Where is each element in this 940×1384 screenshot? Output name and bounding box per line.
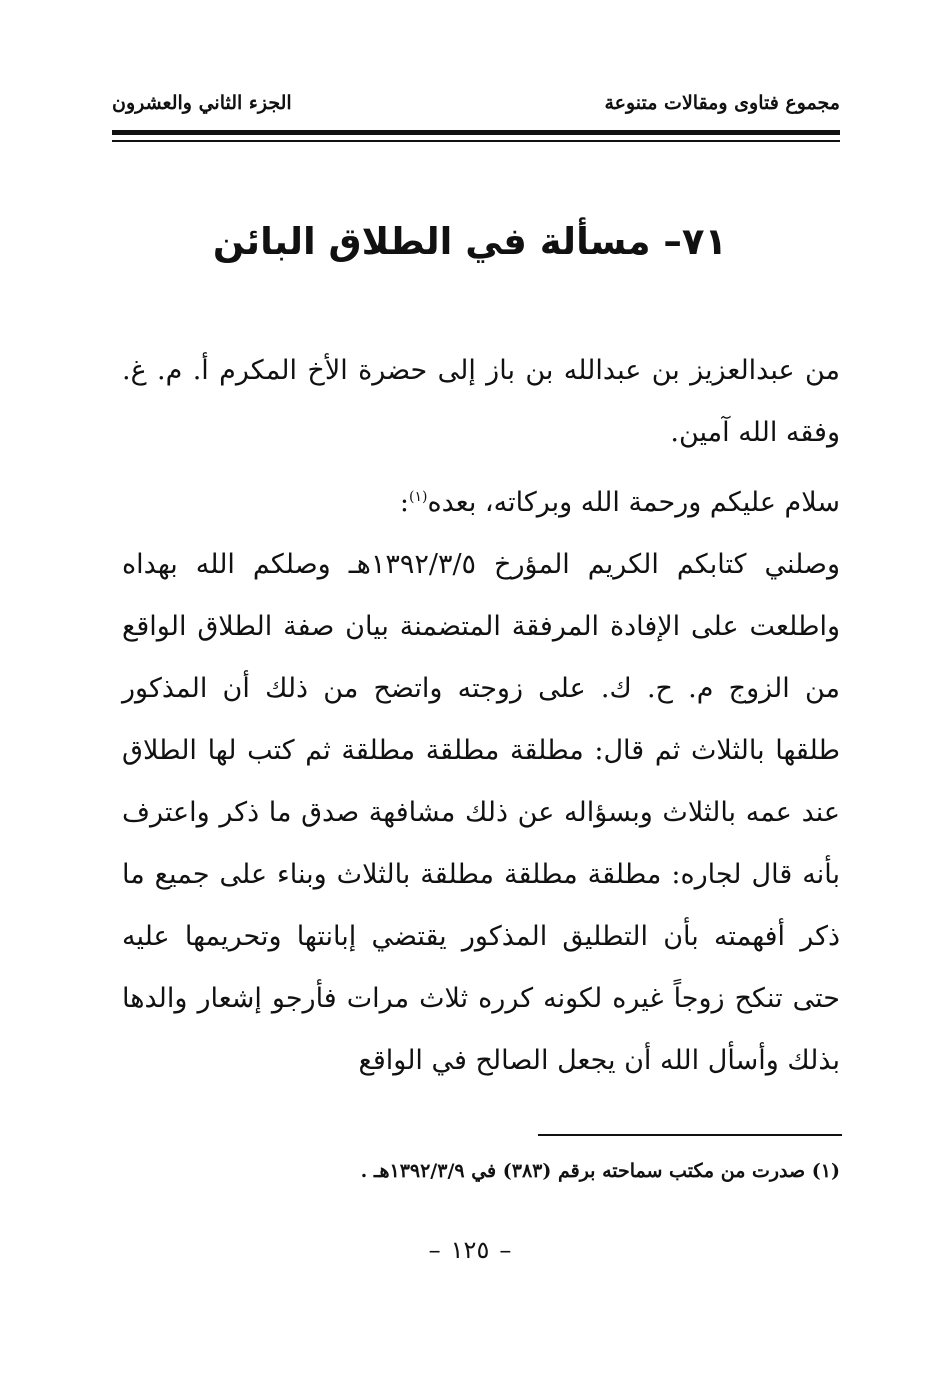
- page-number-value: ١٢٥: [450, 1236, 490, 1264]
- footnote-text: صدرت من مكتب سماحته برقم (٣٨٣) في ١٣٩٢/٣/٩هـ .: [360, 1160, 806, 1182]
- book-title-header: مجموع فتاوى ومقالات متنوعة: [604, 92, 840, 114]
- greeting-colon: :: [399, 487, 409, 518]
- salutation-paragraph: من عبدالعزيز بن عبدالله بن باز إلى حضرة الأخ المكرم أ. م. غ. وفقه الله آمين.: [122, 355, 840, 448]
- page-number-dash-right: –: [499, 1236, 512, 1264]
- header-rule-thin: [112, 140, 840, 142]
- header-rule-thick: [112, 130, 840, 135]
- footnote-reference: (١): [409, 489, 428, 505]
- body-text: [122, 340, 840, 1092]
- footnote-separator: [538, 1134, 842, 1136]
- page-number: [380, 1236, 560, 1264]
- volume-header: الجزء الثاني والعشرون: [112, 92, 292, 114]
- greeting-text: سلام عليكم ورحمة الله وبركاته، بعده: [427, 487, 840, 518]
- footnote-marker: (١): [811, 1160, 840, 1182]
- chapter-title: ٧١– مسألة في الطلاق البائن: [212, 220, 728, 263]
- running-header: [112, 92, 840, 124]
- page-number-dash-left: –: [428, 1236, 441, 1264]
- main-paragraph: وصلني كتابكم الكريم المؤرخ ١٣٩٢/٣/٥هـ وصلكم الله بهداه واطلعت على الإفادة المرفقة المتضمنة بيان صفة الطلاق الواقع من الزوج م. ح. ك. على زوجته واتضح من ذلك أن المذكور طلقها بالثلاث ثم قال: مطلقة مطلقة مطلقة ثم كتب لها الطلاق عند عمه بالثلاث وبسؤاله عن ذلك مشافهة صدق ما ذكر واعترف بأنه قال لجاره: مطلقة مطلقة مطلقة بالثلاث وبناء على جميع ما ذكر أفهمته بأن التطليق المذكور يقتضي إبانتها وتحريمها عليه حتى تنكح زوجاً غيره لكونه كرره ثلاث مرات فأرجو إشعار والدها بذلك وأسأل الله أن يجعل الصالح في الواقع: [122, 549, 840, 1076]
- greeting-paragraph: [122, 472, 840, 534]
- footnote: [200, 1160, 840, 1182]
